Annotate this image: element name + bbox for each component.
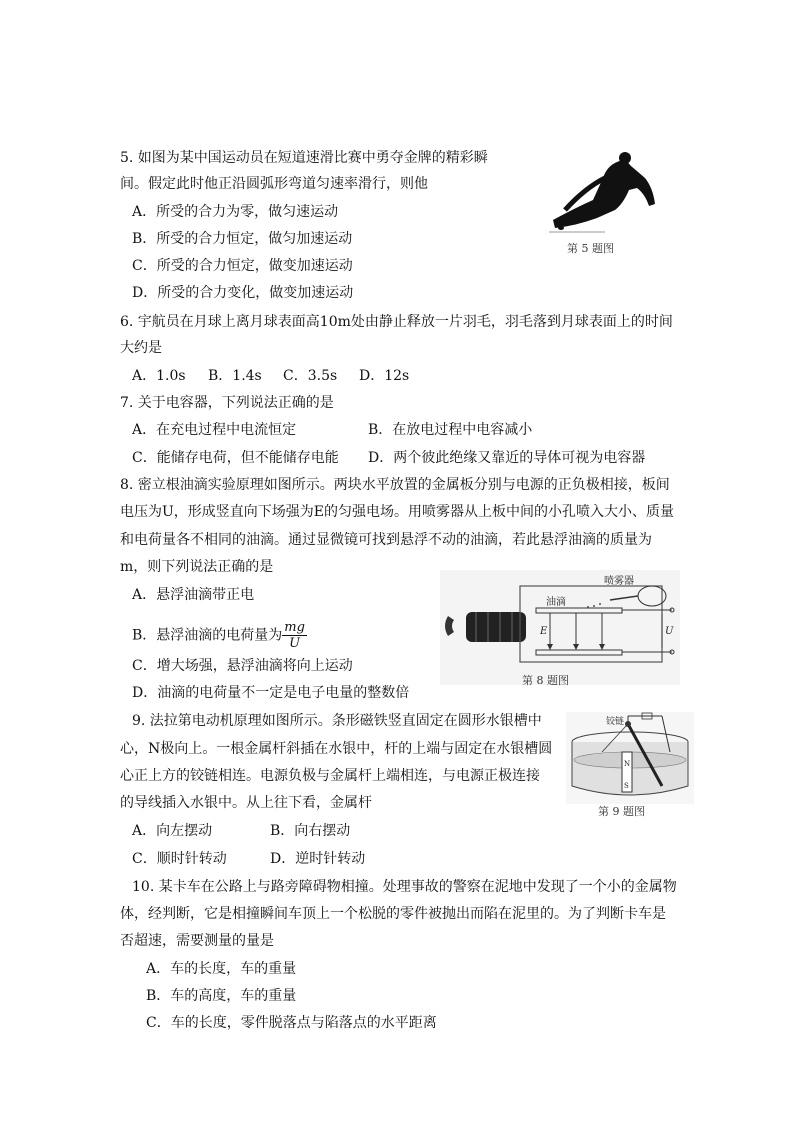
q10-option-b: B．车的高度，车的重量 — [146, 988, 297, 1004]
q10-stem-line3: 否超速，需要测量的量是 — [120, 933, 274, 949]
q5-stem-line2: 间。假定此时他正沿圆弧形弯道匀速率滑行，则他 — [120, 176, 428, 192]
q7-option-a: A．在充电过程中电流恒定 — [132, 422, 297, 438]
q9-stem-line4: 的导线插入水银中。从上往下看，金属杆 — [120, 795, 372, 811]
q6-option-a: A．1.0s — [132, 368, 186, 384]
q8-stem-line1: 8. 密立根油滴实验原理如图所示。两块水平放置的金属板分别与电源的正负极相接，板间 — [120, 477, 670, 493]
q8-fraction — [282, 620, 307, 651]
q8-option-b-text: B．悬浮油滴的电荷量为 — [132, 627, 283, 644]
q8-fraction-denominator: U — [289, 636, 301, 651]
q9-label-hinge: 铰链 — [606, 717, 625, 727]
q8-label-field: E — [540, 626, 548, 637]
q7-option-c: C．能储存电荷，但不能储存电能 — [132, 450, 339, 466]
q8-option-a: A．悬浮油滴带正电 — [132, 587, 255, 603]
q5-stem-line1: 5. 如图为某中国运动员在短道速滑比赛中勇夺金牌的精彩瞬 — [120, 150, 488, 166]
q8-millikan-apparatus-figure — [440, 570, 680, 685]
q6-option-d: D．12s — [359, 368, 410, 384]
q5-figure-caption: 第 5 题图 — [567, 242, 614, 255]
q8-stem-line4: m，则下列说法正确的是 — [120, 559, 274, 575]
q9-figure-caption: 第 9 题图 — [598, 805, 645, 818]
q6-option-c: C．3.5s — [283, 368, 338, 384]
q10-stem-line1: 10. 某卡车在公路上与路旁障碍物相撞。处理事故的警察在泥地中发现了一个小的金属物 — [132, 879, 677, 895]
q9-stem-line2: 心，N极向上。一根金属杆斜插在水银中，杆的上端与固定在水银槽圆 — [120, 741, 553, 757]
q8-option-b — [132, 620, 307, 651]
q7-option-b: B．在放电过程中电容减小 — [368, 422, 533, 438]
q7-option-d: D．两个彼此绝缘又靠近的导体可视为电容器 — [368, 450, 646, 466]
q9-option-c: C．顺时针转动 — [132, 851, 227, 867]
q8-fraction-numerator: mg — [284, 620, 305, 635]
q9-option-a: A．向左摆动 — [132, 823, 213, 839]
q6-option-b: B．1.4s — [208, 368, 262, 384]
q5-option-a: A．所受的合力为零，做匀速运动 — [132, 204, 339, 220]
q8-option-d: D．油滴的电荷量不一定是电子电量的整数倍 — [132, 685, 410, 701]
q5-option-b: B．所受的合力恒定，做匀加速运动 — [132, 231, 353, 247]
svg-text:S: S — [624, 782, 629, 790]
q6-stem-line2: 大约是 — [120, 340, 162, 356]
q5-option-d: D．所受的合力变化，做变加速运动 — [132, 285, 354, 301]
q10-stem-line2: 体，经判断，它是相撞瞬间车顶上一个松脱的零件被抛出而陷在泥里的。为了判断卡车是 — [120, 906, 666, 922]
q5-option-c: C．所受的合力恒定，做变加速运动 — [132, 258, 353, 274]
q10-option-a: A．车的长度，车的重量 — [146, 961, 297, 977]
q8-stem-line2: 电压为U，形成竖直向下场强为E的匀强电场。用喷雾器从上板中间的小孔喷入大小、质量 — [120, 504, 675, 520]
q9-stem-line1: 9. 法拉第电动机原理如图所示。条形磁铁竖直固定在圆形水银槽中 — [132, 713, 542, 729]
q9-option-d: D．逆时针转动 — [270, 851, 366, 867]
q7-stem: 7. 关于电容器，下列说法正确的是 — [120, 395, 334, 411]
q8-label-drop: 油滴 — [546, 597, 566, 608]
q8-label-sprayer: 喷雾器 — [604, 576, 634, 587]
svg-text:N: N — [624, 760, 631, 768]
q9-faraday-motor-figure — [566, 712, 694, 804]
q8-stem-line3: 和电荷量各不相同的油滴。通过显微镜可找到悬浮不动的油滴，若此悬浮油滴的质量为 — [120, 532, 652, 548]
q10-option-c: C．车的长度，零件脱落点与陷落点的水平距离 — [146, 1015, 437, 1031]
q9-option-b: B．向右摆动 — [270, 823, 351, 839]
q6-stem-line1: 6. 宇航员在月球上离月球表面高10m处由静止释放一片羽毛，羽毛落到月球表面上的时间 — [120, 314, 673, 330]
q8-option-c: C．增大场强，悬浮油滴将向上运动 — [132, 658, 353, 674]
q9-stem-line3: 心正上方的铰链相连。电源负极与金属杆上端相连，与电源正极连接 — [120, 768, 540, 784]
q5-speed-skater-figure — [545, 148, 665, 238]
q8-figure-caption: 第 8 题图 — [522, 674, 569, 687]
q8-label-voltage: U — [665, 626, 674, 637]
